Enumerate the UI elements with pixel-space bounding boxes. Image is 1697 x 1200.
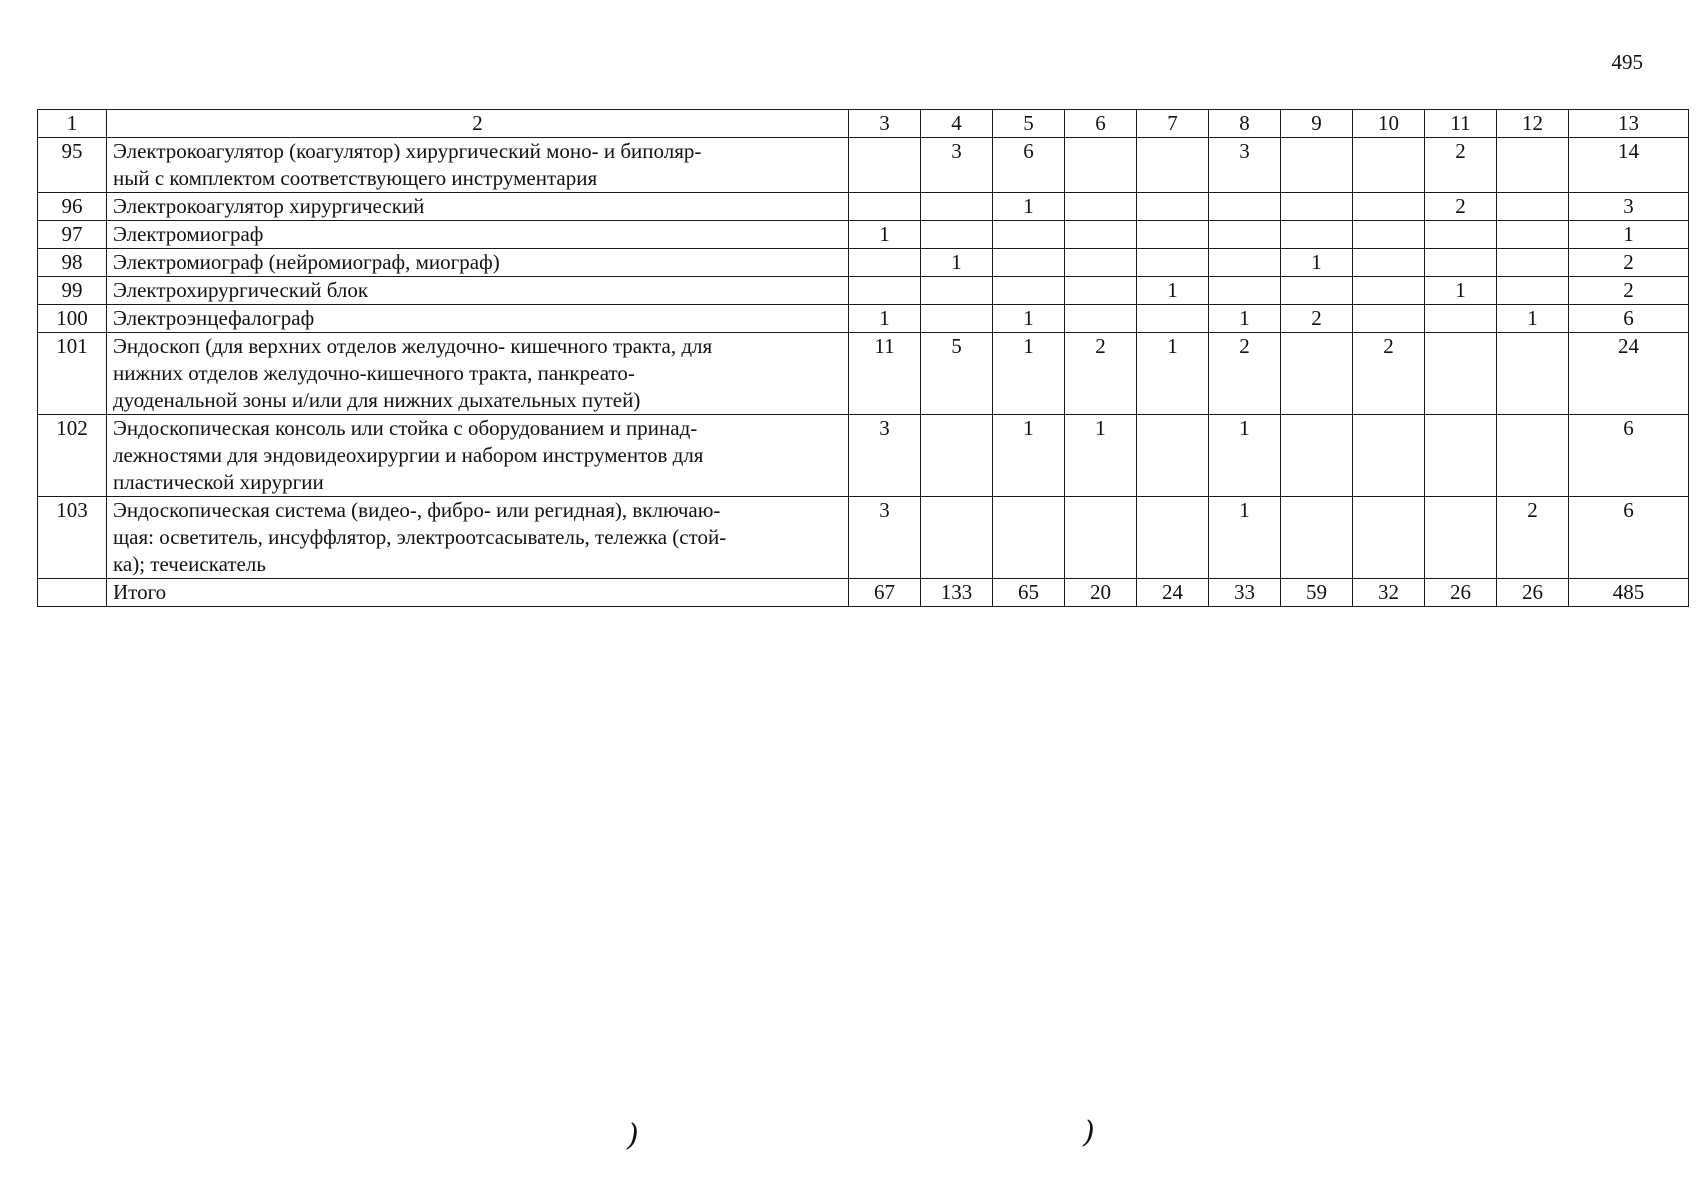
value-cell — [1425, 249, 1497, 277]
value-cell: 2 — [1497, 497, 1569, 579]
total-row — [38, 579, 1689, 607]
value-cell — [921, 305, 993, 333]
equipment-name: Электрохирургический блок — [107, 277, 849, 305]
value-cell: 1 — [993, 333, 1065, 415]
value-cell — [1281, 277, 1353, 305]
equipment-name: Итого — [107, 579, 849, 607]
value-cell: 1 — [1137, 333, 1209, 415]
value-cell — [1353, 277, 1425, 305]
table-row — [38, 305, 1689, 333]
value-cell — [1209, 221, 1281, 249]
value-cell — [1137, 497, 1209, 579]
equipment-table — [37, 109, 1689, 607]
value-cell: 1 — [993, 415, 1065, 497]
value-cell — [1353, 138, 1425, 193]
value-cell: 20 — [1065, 579, 1137, 607]
value-cell: 1 — [1425, 277, 1497, 305]
scan-mark-right: ) — [1083, 1115, 1095, 1150]
equipment-name: Эндоскопическая система (видео-, фибро- или регидная), включаю- щая: осветитель, инсуффлятор, электроотсасыватель, тележка (стой- ка); течеискатель — [107, 497, 849, 579]
value-cell: 2 — [1065, 333, 1137, 415]
value-cell: 133 — [921, 579, 993, 607]
header-row — [38, 110, 1689, 138]
row-number: 98 — [38, 249, 107, 277]
value-cell — [1065, 497, 1137, 579]
table-body — [38, 110, 1689, 607]
value-cell: 6 — [1569, 497, 1689, 579]
value-cell — [921, 193, 993, 221]
table-row — [38, 333, 1689, 415]
header-cell: 9 — [1281, 110, 1353, 138]
value-cell: 1 — [1209, 415, 1281, 497]
value-cell: 1 — [849, 221, 921, 249]
value-cell — [1425, 305, 1497, 333]
value-cell — [1497, 138, 1569, 193]
value-cell: 1 — [1137, 277, 1209, 305]
row-number: 101 — [38, 333, 107, 415]
value-cell — [1281, 415, 1353, 497]
table-row — [38, 497, 1689, 579]
value-cell: 3 — [849, 415, 921, 497]
value-cell — [1137, 415, 1209, 497]
value-cell: 1 — [1497, 305, 1569, 333]
value-cell — [1281, 138, 1353, 193]
value-cell — [1065, 305, 1137, 333]
header-cell: 11 — [1425, 110, 1497, 138]
value-cell: 1 — [1569, 221, 1689, 249]
value-cell — [1425, 333, 1497, 415]
value-cell — [1065, 193, 1137, 221]
value-cell — [1281, 193, 1353, 221]
value-cell: 24 — [1569, 333, 1689, 415]
value-cell: 1 — [1209, 305, 1281, 333]
value-cell — [1425, 497, 1497, 579]
value-cell: 67 — [849, 579, 921, 607]
value-cell — [1065, 138, 1137, 193]
row-number — [38, 579, 107, 607]
value-cell: 6 — [1569, 415, 1689, 497]
value-cell — [1425, 221, 1497, 249]
row-number: 95 — [38, 138, 107, 193]
row-number: 97 — [38, 221, 107, 249]
value-cell: 33 — [1209, 579, 1281, 607]
value-cell — [921, 415, 993, 497]
header-cell: 3 — [849, 110, 921, 138]
value-cell — [849, 277, 921, 305]
value-cell — [1353, 497, 1425, 579]
value-cell — [993, 277, 1065, 305]
value-cell — [1137, 138, 1209, 193]
value-cell: 1 — [993, 193, 1065, 221]
value-cell: 2 — [1425, 138, 1497, 193]
table-row — [38, 249, 1689, 277]
value-cell: 1 — [1065, 415, 1137, 497]
value-cell: 1 — [1281, 249, 1353, 277]
equipment-name: Электрокоагулятор хирургический — [107, 193, 849, 221]
value-cell: 1 — [849, 305, 921, 333]
value-cell: 1 — [921, 249, 993, 277]
value-cell — [849, 193, 921, 221]
value-cell — [849, 249, 921, 277]
header-cell: 8 — [1209, 110, 1281, 138]
value-cell: 2 — [1569, 249, 1689, 277]
equipment-name: Электромиограф — [107, 221, 849, 249]
value-cell — [993, 497, 1065, 579]
table-row — [38, 221, 1689, 249]
value-cell: 3 — [1209, 138, 1281, 193]
value-cell — [1497, 415, 1569, 497]
equipment-name: Эндоскопическая консоль или стойка с оборудованием и принад- лежностями для эндовидеохирургии и набором инструментов для пластической хирургии — [107, 415, 849, 497]
value-cell: 59 — [1281, 579, 1353, 607]
value-cell: 6 — [1569, 305, 1689, 333]
value-cell — [1281, 497, 1353, 579]
value-cell — [1281, 333, 1353, 415]
equipment-name: Электромиограф (нейромиограф, миограф) — [107, 249, 849, 277]
header-cell: 13 — [1569, 110, 1689, 138]
row-number: 99 — [38, 277, 107, 305]
value-cell: 3 — [849, 497, 921, 579]
value-cell: 2 — [1569, 277, 1689, 305]
value-cell — [1209, 249, 1281, 277]
value-cell — [1137, 221, 1209, 249]
value-cell — [1137, 305, 1209, 333]
value-cell — [921, 497, 993, 579]
value-cell — [1497, 249, 1569, 277]
value-cell — [1137, 249, 1209, 277]
table-row — [38, 138, 1689, 193]
value-cell — [1209, 277, 1281, 305]
value-cell: 24 — [1137, 579, 1209, 607]
value-cell — [1137, 193, 1209, 221]
value-cell — [1209, 193, 1281, 221]
value-cell: 2 — [1425, 193, 1497, 221]
header-cell: 5 — [993, 110, 1065, 138]
equipment-name: Электрокоагулятор (коагулятор) хирургический моно- и биполяр- ный с комплектом соответствующего инструментария — [107, 138, 849, 193]
value-cell: 1 — [1209, 497, 1281, 579]
value-cell: 14 — [1569, 138, 1689, 193]
value-cell — [1353, 415, 1425, 497]
value-cell — [1425, 415, 1497, 497]
value-cell — [921, 277, 993, 305]
value-cell — [1353, 305, 1425, 333]
table-row — [38, 193, 1689, 221]
equipment-name: Электроэнцефалограф — [107, 305, 849, 333]
value-cell — [1353, 221, 1425, 249]
value-cell — [1353, 249, 1425, 277]
scan-mark-left: ) — [627, 1118, 639, 1153]
value-cell: 2 — [1353, 333, 1425, 415]
header-cell: 1 — [38, 110, 107, 138]
table-row — [38, 277, 1689, 305]
value-cell — [849, 138, 921, 193]
value-cell — [1065, 249, 1137, 277]
value-cell — [993, 249, 1065, 277]
value-cell: 3 — [1569, 193, 1689, 221]
value-cell: 26 — [1425, 579, 1497, 607]
header-cell: 4 — [921, 110, 993, 138]
header-cell: 10 — [1353, 110, 1425, 138]
row-number: 103 — [38, 497, 107, 579]
value-cell — [1497, 277, 1569, 305]
value-cell — [1353, 193, 1425, 221]
header-cell: 12 — [1497, 110, 1569, 138]
value-cell — [1065, 221, 1137, 249]
value-cell: 2 — [1209, 333, 1281, 415]
value-cell: 485 — [1569, 579, 1689, 607]
value-cell: 1 — [993, 305, 1065, 333]
value-cell: 11 — [849, 333, 921, 415]
value-cell: 32 — [1353, 579, 1425, 607]
row-number: 100 — [38, 305, 107, 333]
table-row — [38, 415, 1689, 497]
value-cell: 3 — [921, 138, 993, 193]
equipment-name: Эндоскоп (для верхних отделов желудочно- кишечного тракта, для нижних отделов желудочно-кишечного тракта, панкреато- дуоденальной зоны и/или для нижних дыхательных путей) — [107, 333, 849, 415]
header-cell: 6 — [1065, 110, 1137, 138]
header-cell: 7 — [1137, 110, 1209, 138]
value-cell: 65 — [993, 579, 1065, 607]
value-cell — [1497, 333, 1569, 415]
value-cell: 2 — [1281, 305, 1353, 333]
value-cell — [1065, 277, 1137, 305]
page-number: 495 — [1611, 50, 1643, 74]
row-number: 96 — [38, 193, 107, 221]
value-cell: 26 — [1497, 579, 1569, 607]
row-number: 102 — [38, 415, 107, 497]
value-cell — [1497, 221, 1569, 249]
value-cell — [1497, 193, 1569, 221]
value-cell: 6 — [993, 138, 1065, 193]
value-cell — [993, 221, 1065, 249]
value-cell — [921, 221, 993, 249]
value-cell — [1281, 221, 1353, 249]
header-cell: 2 — [107, 110, 849, 138]
value-cell: 5 — [921, 333, 993, 415]
